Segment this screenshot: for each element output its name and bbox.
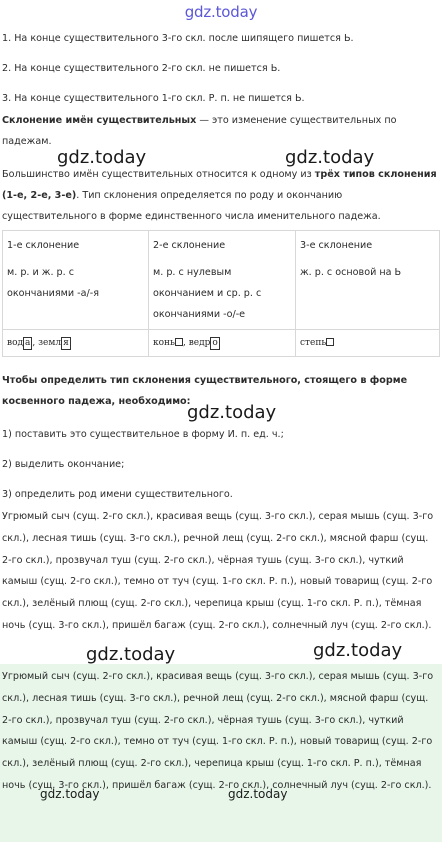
watermark: gdz.today <box>313 640 403 661</box>
types-intro-pre: Большинство имён существительных относится к одному из <box>2 169 315 180</box>
table-header-1: 1-е склонение <box>7 240 80 251</box>
watermark: gdz.today <box>40 787 100 801</box>
answer-text: Угрюмый сыч (сущ. 2-го скл.), красивая вещь (сущ. 3-го скл.), серая мышь (сущ. 3-го скл.), лесная тишь (сущ. 3-го скл.), речной лещ (сущ. 2-го скл.), мясной фарш (сущ. 2-го скл.), прозвучал туш (сущ. 2-го скл.), чёрная тушь (сущ. 3-го скл.), чуткий камыш (сущ. 2-го скл.), темно от туч (сущ. 1-го скл. Р. п.), новый товарищ (сущ. 2-го скл.), зелёный плющ (сущ. 2-го скл.), черепица крыш (сущ. 1-го скл. Р. п.), тёмная ночь (сущ. 3-го скл.), пришёл багаж (сущ. 2-го скл.), солнечный луч (сущ. 2-го скл.). <box>2 671 434 791</box>
watermark: gdz.today <box>228 787 288 801</box>
types-intro-post: . Тип склонения определяется по роду и окончанию существительного в форме единственного числа именительного падежа. <box>2 190 381 222</box>
rule-3: 3. На конце существительного 1-го скл. Р. п. не пишется Ь. <box>2 93 305 104</box>
rule-2: 2. На конце существительного 2-го скл. не пишется Ь. <box>2 63 281 74</box>
table-cell <box>149 231 296 330</box>
definition-term: Склонение имён существительных <box>2 115 197 126</box>
watermark: gdz.today <box>285 147 375 168</box>
rule-1: 1. На конце существительного 3-го скл. после шипящего пишется Ь. <box>2 33 354 44</box>
step-2: 2) выделить окончание; <box>2 459 125 470</box>
types-intro-bold: трёх типов склонения (1-е, 2-е, 3-е) <box>2 169 437 201</box>
table-desc-1: м. р. и ж. р. с окончаниями -а/-я <box>7 267 99 299</box>
definition-paragraph <box>2 110 440 152</box>
table-header-2: 2-е склонение <box>153 240 226 251</box>
table-cell <box>3 231 149 330</box>
step-3: 3) определить род имени существительного. <box>2 489 233 500</box>
site-logo[interactable]: gdz.today <box>184 3 258 21</box>
table-desc-2: м. р. с нулевым окончанием и ср. р. с окончаниями -о/-е <box>153 267 262 320</box>
table-cell <box>296 231 440 330</box>
definition-rest: — это изменение существительных по падежам. <box>2 115 397 147</box>
table-cell-example-1: вод а , земл я <box>3 330 149 357</box>
steps-title: Чтобы определить тип склонения существительного, стоящего в форме косвенного падежа, необходимо: <box>2 375 408 407</box>
table-cell-example-3: степь <box>296 330 440 357</box>
table-header-3: 3-е склонение <box>300 240 373 251</box>
step-1: 1) поставить это существительное в форму И. п. ед. ч.; <box>2 429 284 440</box>
example-text: Угрюмый сыч (сущ. 2-го скл.), красивая вещь (сущ. 3-го скл.), серая мышь (сущ. 3-го скл.), лесная тишь (сущ. 3-го скл.), речной лещ (сущ. 2-го скл.), мясной фарш (сущ. 2-го скл.), прозвучал туш (сущ. 2-го скл.), чёрная тушь (сущ. 3-го скл.), чуткий камыш (сущ. 2-го скл.), темно от туч (сущ. 1-го скл. Р. п.), новый товарищ (сущ. 2-го скл.), зелёный плющ (сущ. 2-го скл.), черепица крыш (сущ. 1-го скл. Р. п.), тёмная ночь (сущ. 3-го скл.), пришёл багаж (сущ. 2-го скл.), солнечный луч (сущ. 2-го скл.). <box>2 511 434 631</box>
table-cell-example-2: конь , ведр о <box>149 330 296 357</box>
watermark: gdz.today <box>86 644 176 665</box>
watermark: gdz.today <box>187 402 277 423</box>
null-ending-icon <box>326 338 334 346</box>
declension-table <box>2 230 440 357</box>
table-desc-3: ж. р. с основой на Ь <box>300 267 402 278</box>
null-ending-icon <box>175 338 183 346</box>
table-row <box>3 231 440 330</box>
types-intro-paragraph <box>2 164 440 227</box>
watermark: gdz.today <box>57 147 147 168</box>
table-row <box>3 330 440 357</box>
